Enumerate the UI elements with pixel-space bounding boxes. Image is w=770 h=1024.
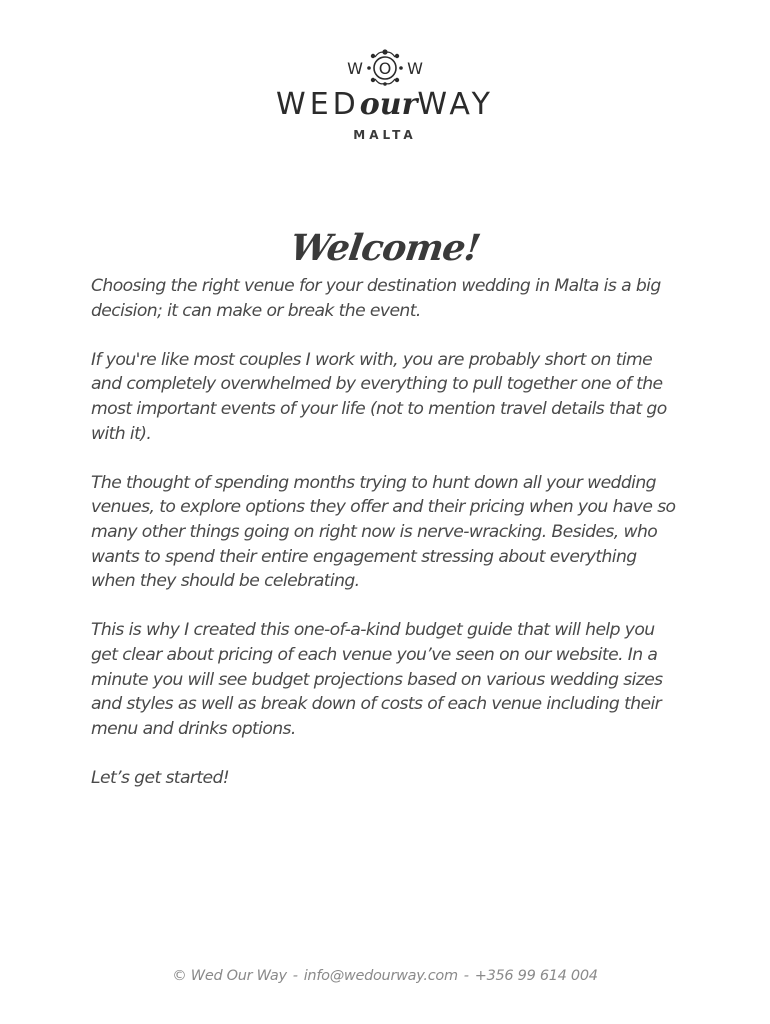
page-footer — [0, 966, 770, 986]
logo-wordmark — [0, 88, 770, 122]
paragraph: Let’s get started! — [91, 767, 230, 788]
logo-mark-center: O — [378, 59, 392, 78]
logo-subtitle: MALTA — [353, 128, 417, 142]
brand-logo — [0, 40, 770, 142]
logo-word-wed: WED — [276, 87, 360, 122]
footer-email-link[interactable]: info@wedourway.com — [303, 968, 458, 984]
logo-mark-right: W — [407, 59, 423, 78]
footer-separator: - — [463, 968, 469, 984]
logo-emblem-icon — [335, 40, 435, 86]
paragraph: If you're like most couples I work with, you are probably short on time and completely overwhelmed by everything to pull together one of the most important events of your life (not to mention travel details that go with it). — [91, 349, 667, 444]
paragraph: The thought of spending months trying to hunt down all your wedding venues, to explore options they offer and their pricing when you have so many other things going on right now is nerve-wracking. Besides, who wants to spend their entire engagement stressing about everything when they should be celebrating. — [91, 472, 676, 592]
footer-phone: +356 99 614 004 — [474, 968, 598, 984]
paragraph: This is why I created this one-of-a-kind budget guide that will help you get clear about pricing of each venue you’ve seen on our website. In a minute you will see budget projections based on various wedding sizes and styles as well as break down of costs of each venue including their menu and drinks options. — [91, 620, 663, 739]
intro-text — [91, 274, 681, 815]
footer-separator: - — [292, 968, 298, 984]
paragraph: Choosing the right venue for your destination wedding in Malta is a big decision; it can make or break the event. — [91, 276, 661, 321]
footer-copyright: © Wed Our Way — [172, 968, 287, 984]
logo-word-our: our — [359, 87, 418, 122]
logo-word-way: WAY — [417, 87, 494, 122]
logo-mark-left: W — [347, 59, 363, 78]
page-title: Welcome! — [287, 227, 483, 270]
